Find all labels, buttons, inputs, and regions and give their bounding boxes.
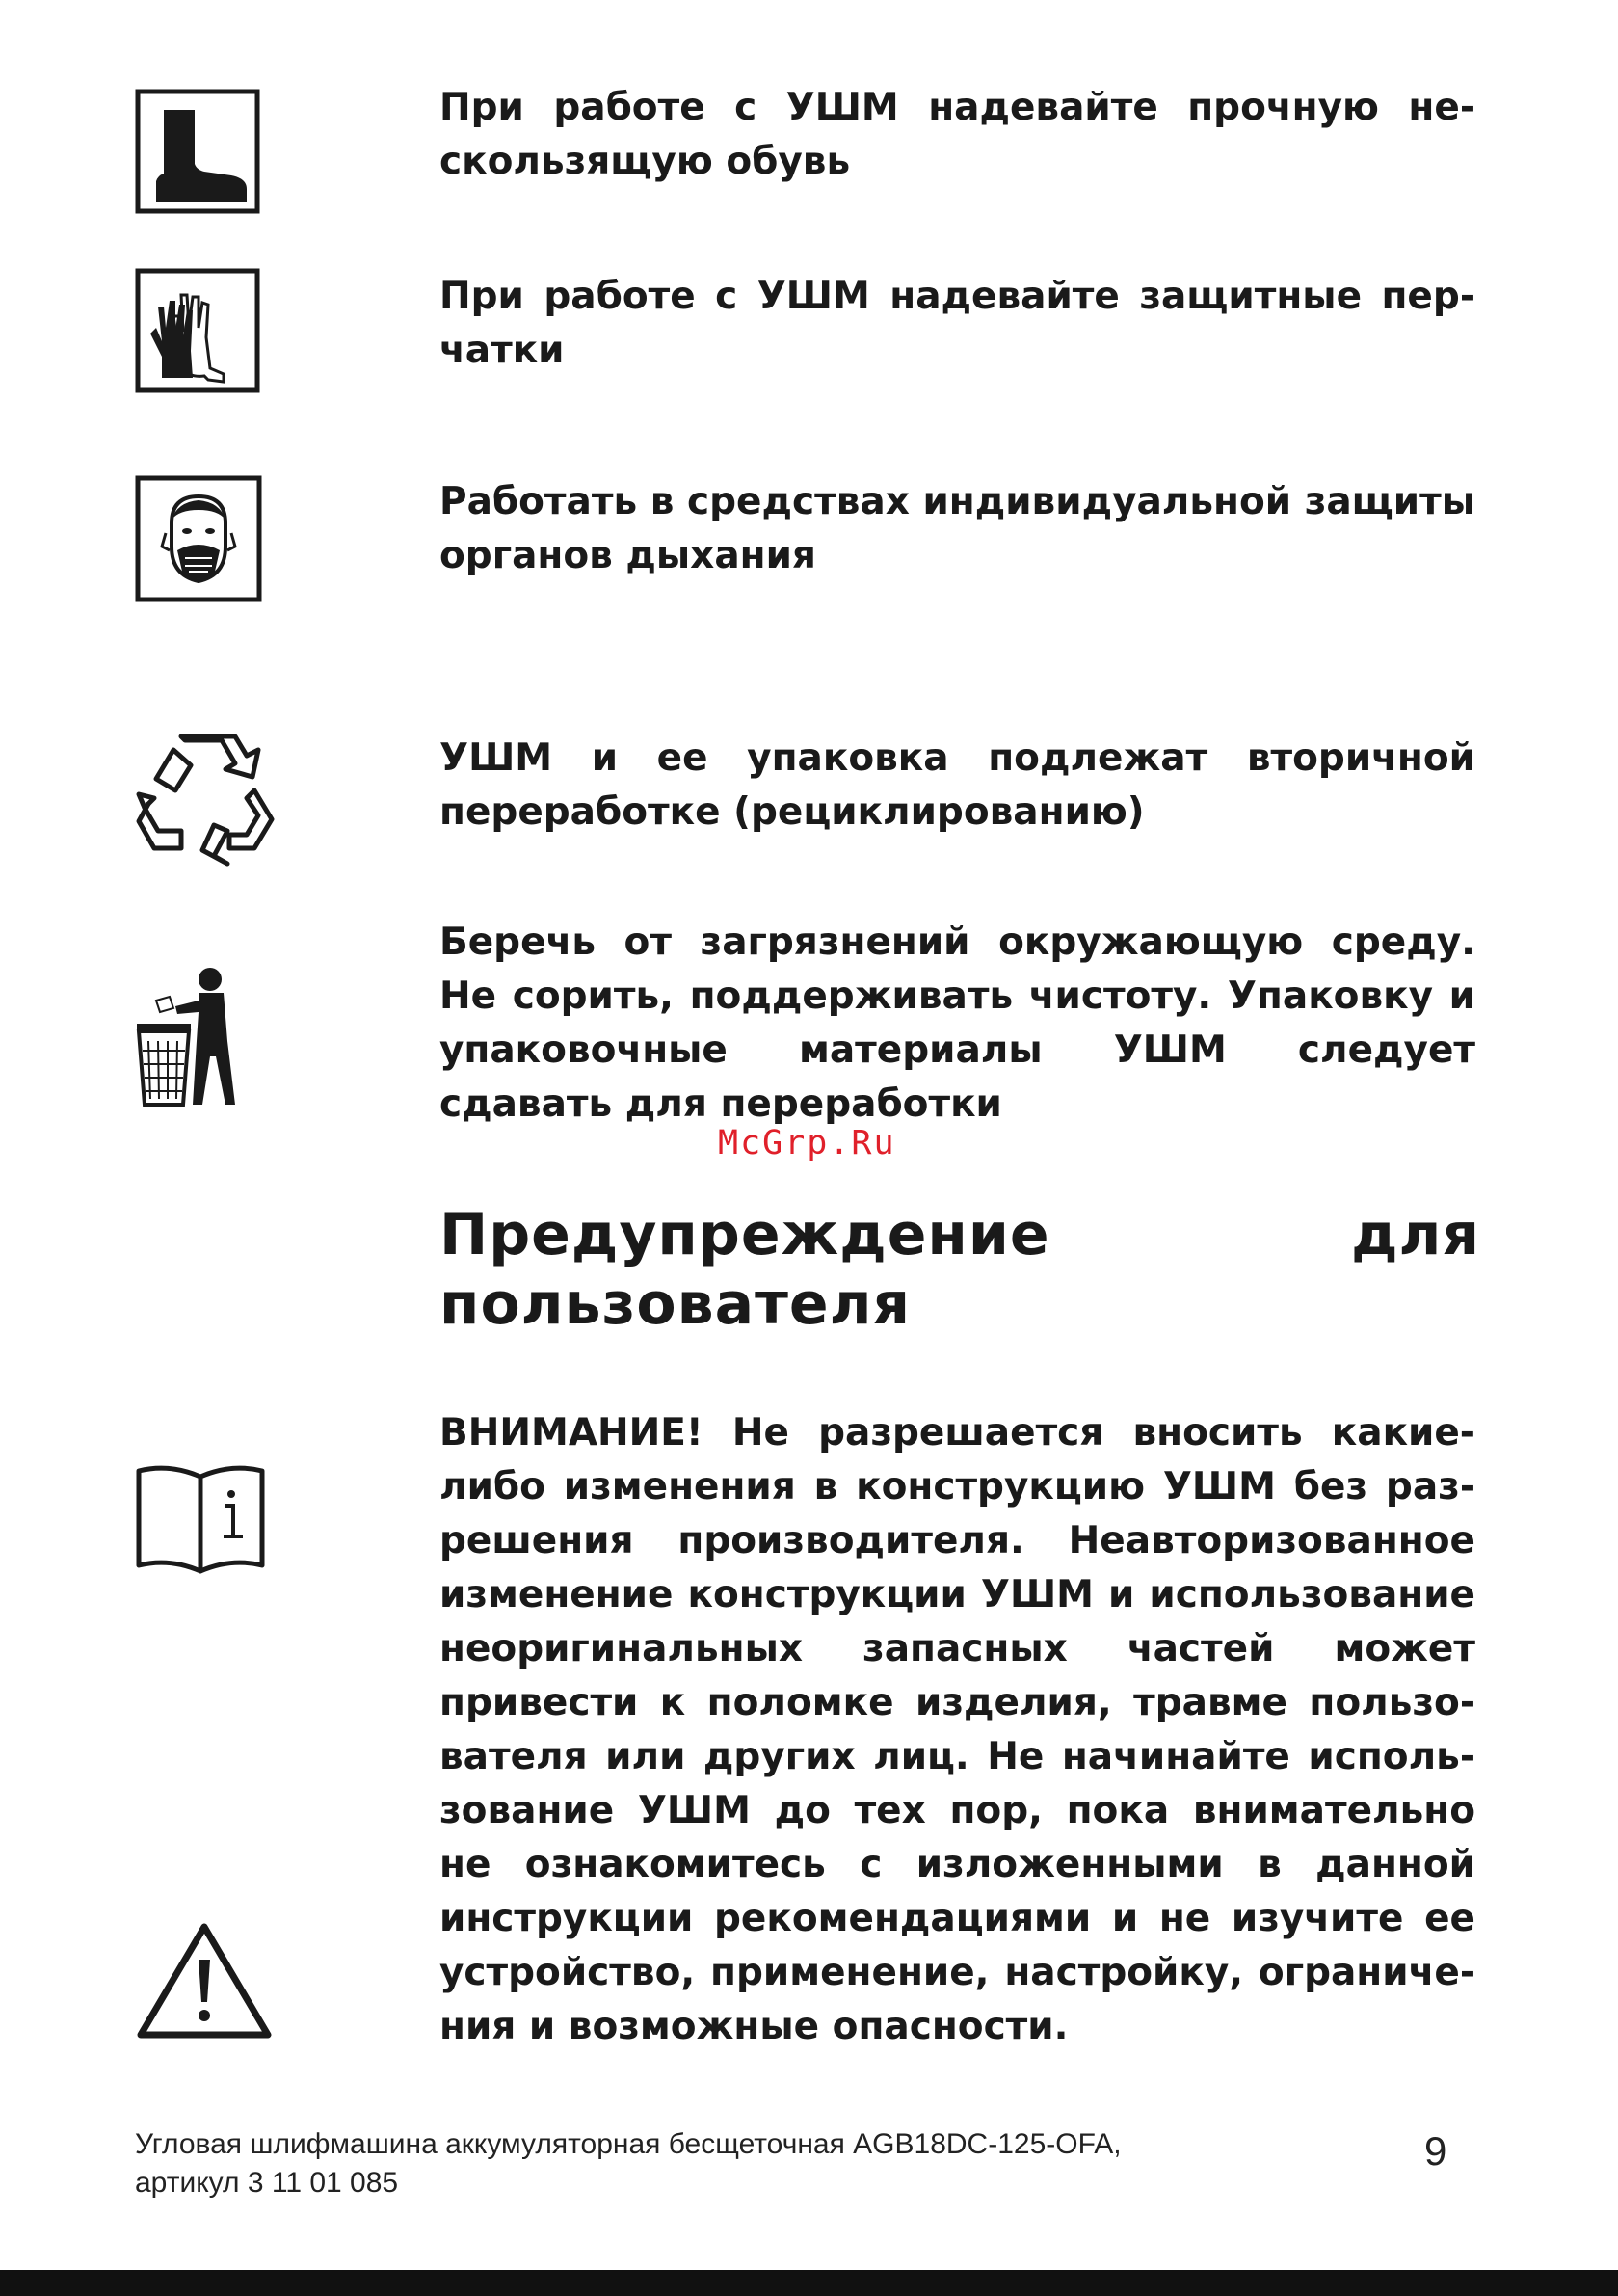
manual-info-icon [135, 1463, 266, 1579]
footer-article-line: артикул 3 11 01 085 [135, 2167, 399, 2199]
litter-bin-icon [135, 964, 241, 1108]
bottom-edge-bar [0, 2270, 1618, 2296]
recycle-icon [135, 731, 276, 868]
warning-text: ВНИМАНИЕ! Не разрешается вносить какие-либо изменения в конструкцию УШМ без разрешения производителя. Неавторизованное изменение конструкции УШМ и использование неоригинальных запасных частей может привести к поломке изделия, травме пользователя или других лиц. Не начинайте использование УШМ до тех пор, пока внимательно не ознакомитесь с изложенными в данной инструкции рекомендациями и не изучите ее устройство, применение, настройку, ограничения и возможные опасности. [439, 1411, 1475, 2048]
warning-icon [135, 1921, 274, 2041]
item-gloves-text: При работе с УШМ надевайте защитные перчатки [439, 275, 1475, 372]
item-recycle-text: УШМ и ее упаковка подлежат вторичной переработке (рециклированию) [439, 736, 1475, 834]
gloves-icon [135, 268, 260, 393]
respirator-icon [135, 475, 262, 602]
item-boots-text: При работе с УШМ надевайте прочную нескользящую обувь [439, 86, 1475, 183]
item-respirator-text: Работать в средствах индивидуальной защиты органов дыхания [439, 480, 1475, 577]
boots-icon [135, 89, 260, 214]
item-litter-text: Беречь от загрязнений окружающую среду. Не сорить, поддерживать чистоту. Упаковку и упаковочные материалы УШМ следует сдавать для переработки [439, 921, 1475, 1126]
page-number: 9 [1424, 2128, 1447, 2174]
footer [135, 2125, 1122, 2203]
footer-product-line: Угловая шлифмашина аккумуляторная бесщеточная AGB18DC-125-OFA, [135, 2128, 1122, 2160]
watermark: McGrp.Ru [718, 1124, 896, 1162]
section-title: Предупреждение для пользователя [439, 1201, 1480, 1338]
